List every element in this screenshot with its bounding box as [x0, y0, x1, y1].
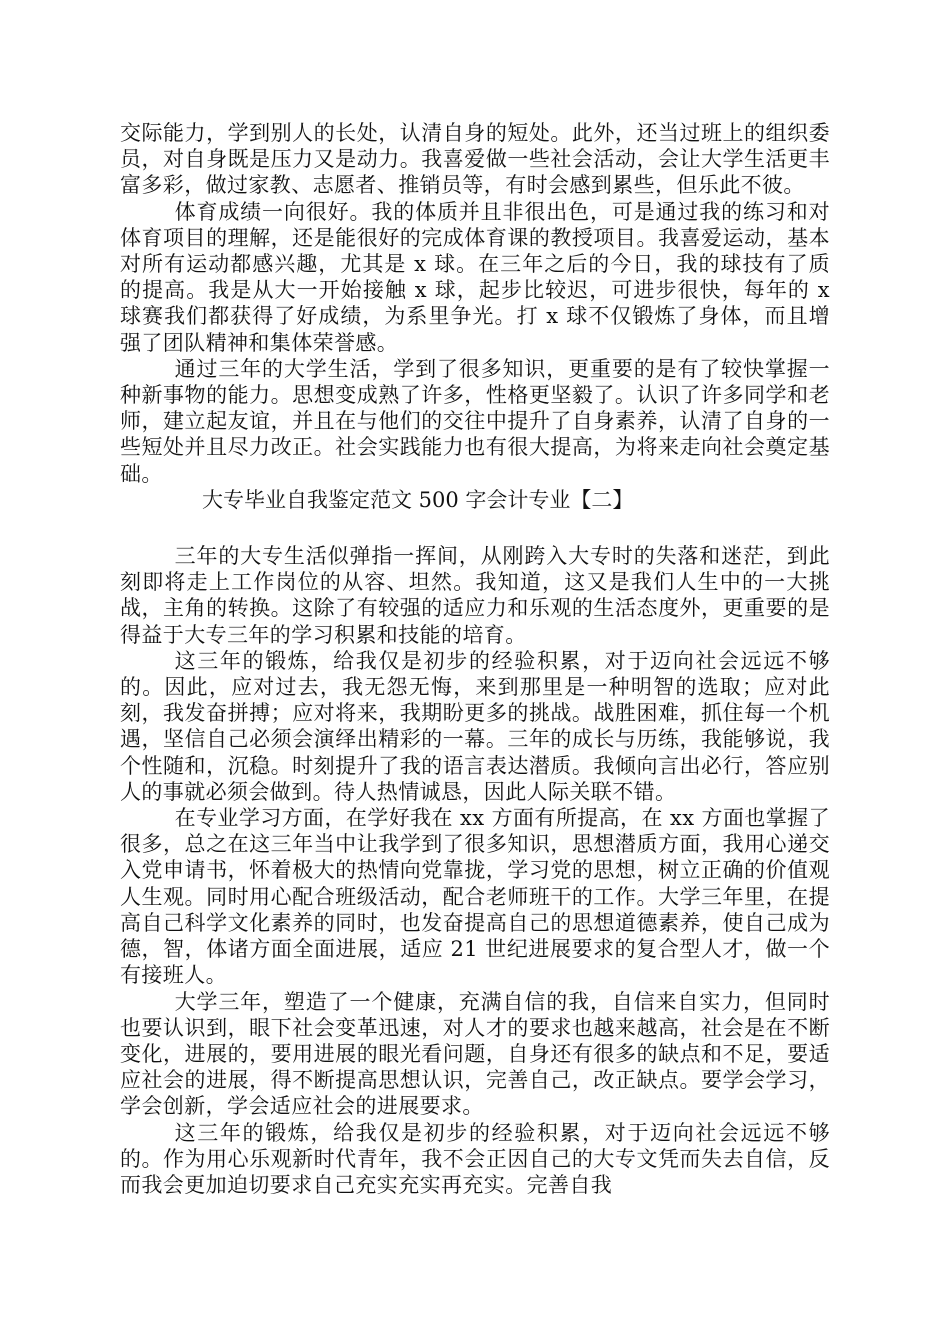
section-heading: 大专毕业自我鉴定范文 500 字会计专业【二】 [202, 487, 634, 512]
body-paragraph: 交际能力，学到别人的长处，认清自身的短处。此外，还当过班上的组织委员，对自身既是压力又是动力。我喜爱做一些社会活动，会让大学生活更丰富多彩，做过家教、志愿者、推销员等，有时会感到累些，但乐此不彼。 [120, 121, 830, 198]
body-paragraph: 在专业学习方面，在学好我在 xx 方面有所提高，在 xx 方面也掌握了很多，总之在这三年当中让我学到了很多知识，思想潜质方面，我用心递交入党申请书，怀着极大的热情向党靠拢，学习党的思想，树立正确的价值观人生观。同时用心配合班级活动，配合老师班干的工作。大学三年里，在提高自己科学文化素养的同时，也发奋提高自己的思想道德素养，使自己成为德，智，体诸方面全面进展，适应 21 世纪进展要求的复合型人才，做一个有接班人。 [120, 806, 830, 988]
body-paragraph: 通过三年的大学生活，学到了很多知识，更重要的是有了较快掌握一种新事物的能力。思想变成熟了许多，性格更坚毅了。认识了许多同学和老师，建立起友谊，并且在与他们的交往中提升了自身素养，认清了自身的一些短处并且尽力改正。社会实践能力也有很大提高，为将来走向社会奠定基础。 [120, 356, 830, 486]
body-paragraph: 大学三年，塑造了一个健康，充满自信的我，自信来自实力，但同时也要认识到，眼下社会变革迅速，对人才的要求也越来越高，社会是在不断变化，进展的，要用进展的眼光看问题，自身还有很多的缺点和不足，要适应社会的进展，得不断提高思想认识，完善自己，改正缺点。要学会学习，学会创新，学会适应社会的进展要求。 [120, 989, 830, 1119]
body-paragraph: 这三年的锻炼，给我仅是初步的经验积累，对于迈向社会远远不够的。作为用心乐观新时代青年，我不会正因自己的大专文凭而失去自信，反而我会更加迫切要求自己充实充实再充实。完善自我 [120, 1120, 830, 1197]
section-spacer [120, 513, 830, 543]
body-paragraph: 这三年的锻炼，给我仅是初步的经验积累，对于迈向社会远远不够的。因此，应对过去，我无怨无悔，来到那里是一种明智的选取；应对此刻，我发奋拼搏；应对将来，我期盼更多的挑战。战胜困难，抓住每一个机遇，坚信自己必须会演绎出精彩的一幕。三年的成长与历练，我能够说，我个性随和，沉稳。时刻提升了我的语言表达潜质。我倾向言出必行，答应别人的事就必须会做到。待人热情诚恳，因此人际关联不错。 [120, 648, 830, 804]
body-paragraph: 三年的大专生活似弹指一挥间，从刚跨入大专时的失落和迷茫，到此刻即将走上工作岗位的从容、坦然。我知道，这又是我们人生中的一大挑战，主角的转换。这除了有较强的适应力和乐观的生活态度外，更重要的是得益于大专三年的学习积累和技能的培育。 [120, 544, 830, 647]
document-body [120, 120, 830, 1198]
body-paragraph: 体育成绩一向很好。我的体质并且非很出色，可是通过我的练习和对体育项目的理解，还是能很好的完成体育课的教授项目。我喜爱运动，基本对所有运动都感兴趣，尤其是 x 球。在三年之后的今日，我的球技有了质的提高。我是从大一开始接触 x 球，起步比较迟，可进步很快，每年的 x 球赛我们都获得了好成绩，为系里争光。打 x 球不仅锻炼了身体，而且增强了团队精神和集体荣誉感。 [120, 199, 830, 355]
